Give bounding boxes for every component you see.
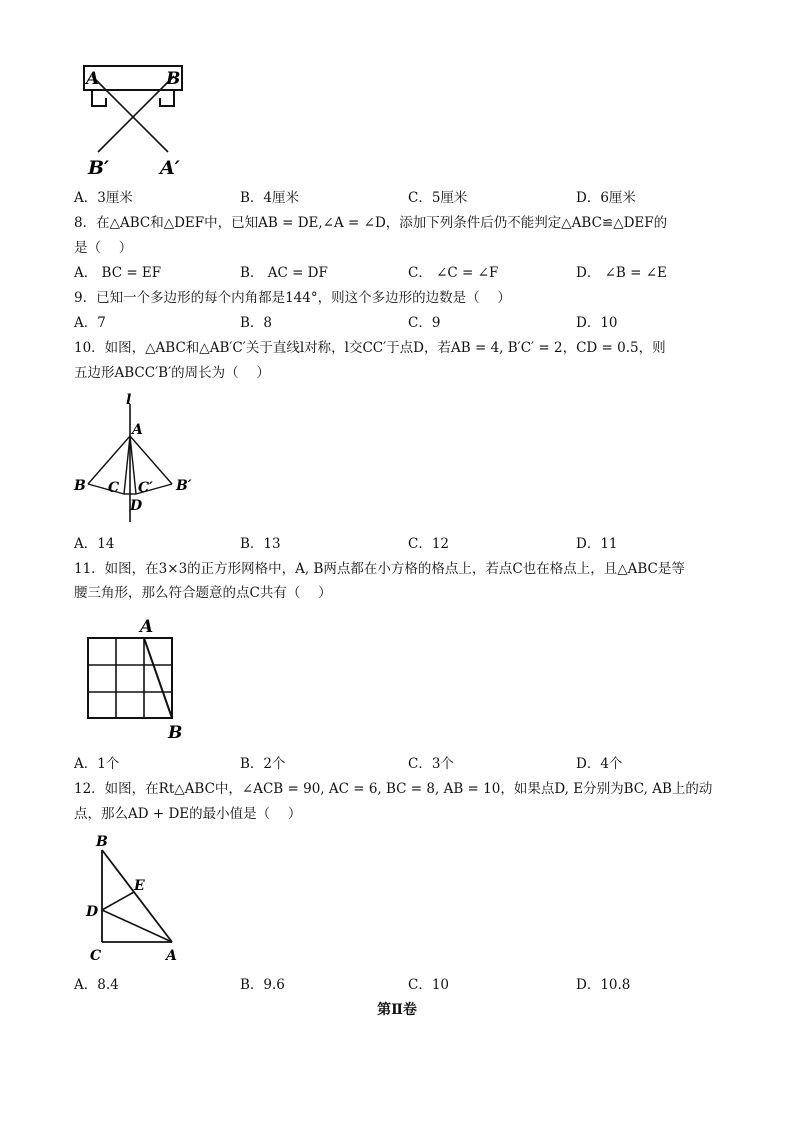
q10-stem-line-1: 10．如图，△ABC和△AB′C′关于直线l对称，l交CC′于点D，若AB = 4, B′C′ = 2，CD = 0.5，则	[74, 340, 666, 356]
q7-option-b: B．4厘米	[240, 190, 300, 206]
q10-label-D: D	[130, 498, 143, 514]
q10-segment-AC	[124, 436, 130, 494]
q8-option-d: D． ∠B = ∠E	[576, 265, 667, 281]
q7-cross-line-2	[98, 76, 174, 152]
q11-label-B: B	[168, 723, 183, 743]
q11-stem-line-1: 11．如图，在3×3的正方形网格中，A, B两点都在小方格的格点上，若点C也在格点上，且△ABC是等	[74, 561, 685, 577]
q8-stem-line-2: 是（ ）	[74, 240, 133, 256]
q11-option-c: C．3个	[408, 756, 454, 772]
q7-label-A: A	[86, 69, 100, 89]
q8-stem-line-1: 8．在△ABC和△DEF中，已知AB = DE,∠A = ∠D，添加下列条件后仍不能判定△ABC≌△DEF的	[74, 215, 668, 231]
q10-option-a: A．14	[74, 536, 115, 552]
q9-stem-line-1: 9．已知一个多边形的每个内角都是144°，则这个多边形的边数是（ ）	[74, 290, 511, 306]
q11-segment-AB	[144, 638, 172, 718]
q7-label-A-prime: A′	[160, 157, 180, 179]
q10-label-B: B	[74, 478, 86, 494]
q12-label-B: B	[96, 834, 108, 850]
q7-left-clamp	[92, 90, 106, 106]
q12-segment-AB	[102, 850, 172, 942]
q10-figure	[72, 392, 202, 526]
q11-grid-border	[88, 638, 172, 718]
q11-figure	[80, 614, 190, 744]
q10-stem-line-2: 五边形ABCC′B′的周长为（ ）	[74, 365, 270, 381]
q10-option-c: C．12	[408, 536, 450, 552]
q7-figure	[80, 62, 206, 180]
q10-label-l: l	[126, 392, 132, 408]
q7-option-c: C．5厘米	[408, 190, 468, 206]
q9-option-d: D．10	[576, 315, 618, 331]
q12-figure	[80, 830, 190, 968]
q10-segment-AB-prime	[130, 436, 172, 484]
q11-option-a: A．1个	[74, 756, 120, 772]
q7-option-a: A．3厘米	[74, 190, 133, 206]
q12-label-E: E	[134, 878, 145, 894]
q10-label-C: C	[108, 480, 120, 496]
q7-label-B: B	[166, 69, 181, 89]
q8-option-b: B． AC = DF	[240, 265, 328, 281]
q12-option-a: A．8.4	[74, 977, 119, 993]
q12-option-d: D．10.8	[576, 977, 631, 993]
q10-segment-AC-prime	[130, 436, 136, 494]
q7-option-d: D．6厘米	[576, 190, 636, 206]
q9-option-a: A．7	[74, 315, 106, 331]
q12-stem-line-1: 12．如图，在Rt△ABC中，∠ACB = 90, AC = 6, BC = 8, AB = 10，如果点D, E分别为BC, AB上的动	[74, 781, 713, 797]
q10-label-B-prime: B′	[176, 478, 192, 494]
q9-option-c: C．9	[408, 315, 441, 331]
q7-label-B-prime: B′	[88, 157, 110, 179]
q12-label-C: C	[90, 948, 102, 964]
q7-right-clamp	[160, 90, 174, 106]
q11-option-b: B．2个	[240, 756, 286, 772]
section-title: 第Ⅱ卷	[377, 1002, 417, 1018]
q12-option-b: B．9.6	[240, 977, 285, 993]
q7-cross-line-1	[92, 76, 168, 152]
q10-option-b: B．13	[240, 536, 281, 552]
q11-label-A: A	[140, 617, 154, 637]
q12-segment-AD	[102, 910, 172, 942]
q12-segment-DE	[102, 892, 134, 910]
q10-label-C-prime: C′	[138, 480, 153, 496]
q9-option-b: B．8	[240, 315, 273, 331]
q12-stem-line-2: 点，那么AD + DE的最小值是（ ）	[74, 806, 302, 822]
q11-option-d: D．4个	[576, 756, 623, 772]
q12-option-c: C．10	[408, 977, 450, 993]
q12-label-D: D	[86, 904, 99, 920]
q10-label-A: A	[132, 422, 143, 438]
q11-stem-line-2: 腰三角形，那么符合题意的点C共有（ ）	[74, 585, 332, 601]
q10-option-d: D．11	[576, 536, 618, 552]
q8-option-c: C． ∠C = ∠F	[408, 265, 499, 281]
q10-segment-AB	[88, 436, 130, 484]
q8-option-a: A． BC = EF	[74, 265, 162, 281]
q12-label-A: A	[166, 948, 177, 964]
